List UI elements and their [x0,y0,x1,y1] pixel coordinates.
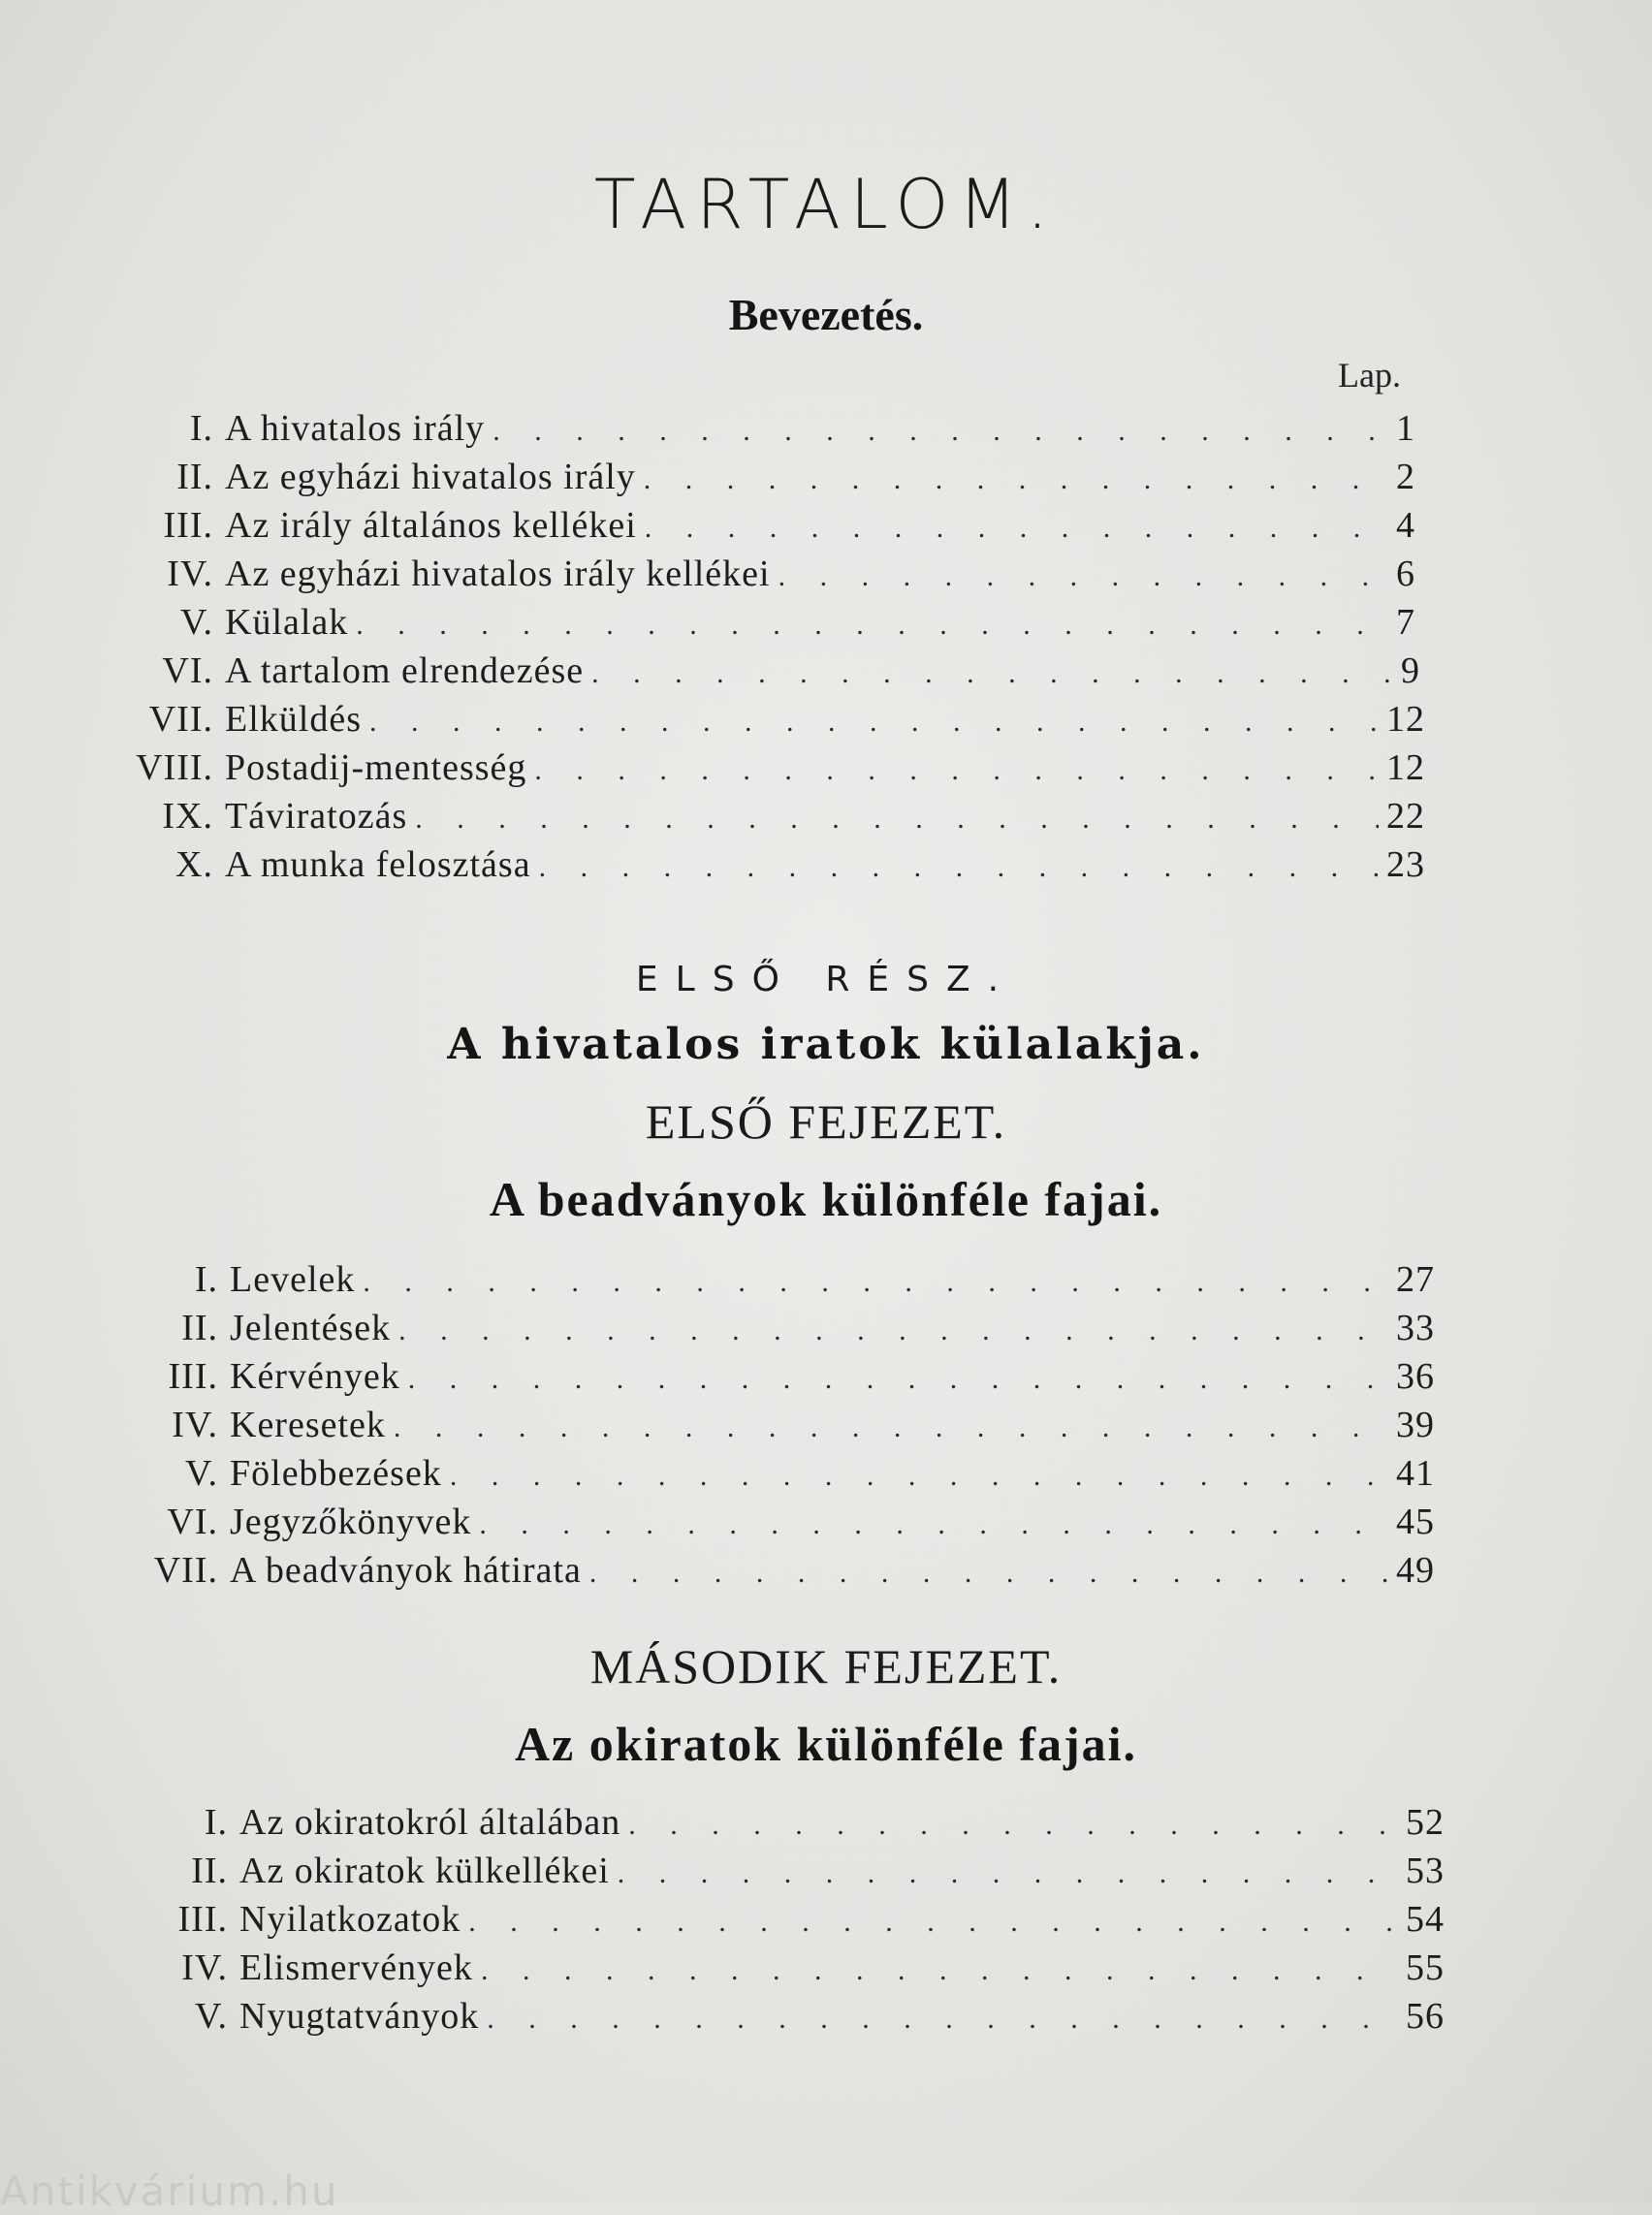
toc-label: Az okiratokról általában [239,1802,621,1843]
toc-page: 7 [1396,602,1415,643]
toc-page: 39 [1396,1405,1435,1445]
dot-leader [363,1266,1388,1299]
toc-number: II. [181,1308,218,1348]
toc-row [136,1307,1435,1355]
toc-number: III. [177,1899,228,1940]
chapter2-label: MÁSODIK FEJEZET. [589,1639,1063,1693]
toc-label: Postadij-mentesség [225,747,527,788]
toc-page: 33 [1396,1308,1435,1348]
toc-label: Külalak [225,602,349,643]
toc-label: Táviratozás [225,796,408,837]
toc-row [136,407,1415,456]
toc-number: III. [168,1356,218,1397]
toc-row [136,553,1415,601]
toc-label: Fölebbezések [230,1453,442,1494]
dot-leader [589,1557,1388,1590]
toc-label: Az irály általános kellékei [225,505,637,546]
dot-leader [628,1809,1398,1842]
dot-leader [534,754,1379,787]
toc-number: X. [175,844,213,885]
toc-page: 45 [1396,1502,1435,1542]
toc-row [136,1258,1435,1307]
toc-page: 23 [1386,844,1425,885]
toc-row [136,1355,1435,1404]
toc-number: VI. [162,650,213,691]
toc-row [126,698,1425,746]
toc-label: Levelek [230,1259,356,1300]
toc-page: 22 [1386,796,1425,837]
toc-page: 2 [1396,457,1415,497]
toc-number: VI. [167,1502,218,1542]
toc-number: V. [194,1996,228,2037]
toc-row [136,649,1420,698]
toc-number: II. [191,1851,228,1891]
toc-page: 27 [1396,1259,1435,1300]
toc-page: 6 [1396,554,1415,594]
page-title: TARTALOM. [593,165,1059,244]
dot-leader [492,415,1388,448]
toc-page: 12 [1386,747,1425,788]
toc-row [145,1850,1445,1898]
dot-leader [408,1363,1388,1396]
dot-leader [487,2003,1398,2036]
toc-number: I. [189,408,213,449]
toc-number: VII. [153,1550,218,1591]
part-subtitle: A hivatalos iratok külalakja. [447,1020,1205,1069]
toc-number: I. [194,1259,218,1300]
toc-label: Jegyzőkönyvek [230,1502,472,1542]
toc-label: A munka felosztása [225,844,531,885]
chapter1-label: ELSŐ FEJEZET. [645,1094,1007,1149]
dot-leader [468,1906,1398,1939]
toc-number: I. [204,1802,228,1843]
toc-row [136,601,1415,649]
toc-row [116,746,1425,795]
toc-number: II. [176,457,213,497]
toc-row [136,843,1425,892]
toc-row [136,1404,1435,1452]
part-label: ELSŐ RÉSZ. [635,960,1017,999]
intro-heading: Bevezetés. [728,290,924,339]
toc-page: 49 [1396,1550,1435,1591]
toc-page: 53 [1406,1851,1445,1891]
toc-page: 36 [1396,1356,1435,1397]
toc-page: 55 [1406,1947,1445,1988]
dot-leader [618,1857,1398,1890]
toc-row [136,1549,1435,1598]
dot-leader [778,560,1388,593]
watermark: Antikvárium.hu [0,2168,339,2215]
dot-leader [369,706,1379,739]
toc-label: Keresetek [230,1405,386,1445]
dot-leader [481,1954,1398,1987]
page-column-label: Lap. [1338,356,1401,395]
chapter2-title: Az okiratok különféle fajai. [514,1717,1138,1771]
toc-page: 4 [1396,505,1415,546]
toc-page: 52 [1406,1802,1445,1843]
toc-label: Elküldés [225,699,362,740]
dot-leader [645,512,1388,545]
dot-leader [394,1411,1388,1444]
toc-page: 54 [1406,1899,1445,1940]
toc-label: Az okiratok külkellékei [239,1851,610,1891]
toc-number: IV. [172,1405,218,1445]
toc-label: Nyugtatványok [239,1996,480,2037]
dot-leader [450,1460,1388,1493]
toc-row [145,1946,1445,1995]
toc-number: VIII. [136,747,213,788]
toc-label: Kérvények [230,1356,400,1397]
toc-row [145,1898,1445,1946]
toc-page: 1 [1396,408,1415,449]
toc-label: A hivatalos irály [225,408,486,449]
toc-page: 9 [1401,650,1420,691]
toc-row [136,456,1415,504]
toc-number: IV. [167,554,213,594]
toc-label: Nyilatkozatok [239,1899,461,1940]
toc-number: V. [184,1453,218,1494]
dot-leader [591,657,1393,690]
toc-row [145,1995,1445,2043]
toc-page: 12 [1386,699,1425,740]
dot-leader [398,1314,1388,1347]
toc-row [136,1452,1435,1501]
toc-label: Az egyházi hivatalos irály kellékei [225,554,771,594]
toc-page: 56 [1406,1996,1445,2037]
toc-row [136,504,1415,553]
toc-number: VII. [148,699,213,740]
toc-label: Elismervények [239,1947,473,1988]
toc-number: V. [179,602,213,643]
dot-leader [479,1508,1388,1541]
dot-leader [644,463,1388,496]
toc-number: III. [163,505,213,546]
toc-row [145,1801,1445,1850]
toc-row [136,795,1425,843]
toc-label: A beadványok hátirata [230,1550,582,1591]
toc-label: A tartalom elrendezése [225,650,585,691]
toc-row [136,1501,1435,1549]
toc-page: 41 [1396,1453,1435,1494]
toc-label: Jelentések [230,1308,392,1348]
toc-number: IX. [162,796,213,837]
chapter1-title: A beadványok különféle fajai. [489,1172,1163,1226]
dot-leader [356,609,1388,642]
toc-number: IV. [181,1947,228,1988]
dot-leader [415,803,1379,836]
toc-label: Az egyházi hivatalos irály [225,457,636,497]
dot-leader [539,851,1379,884]
